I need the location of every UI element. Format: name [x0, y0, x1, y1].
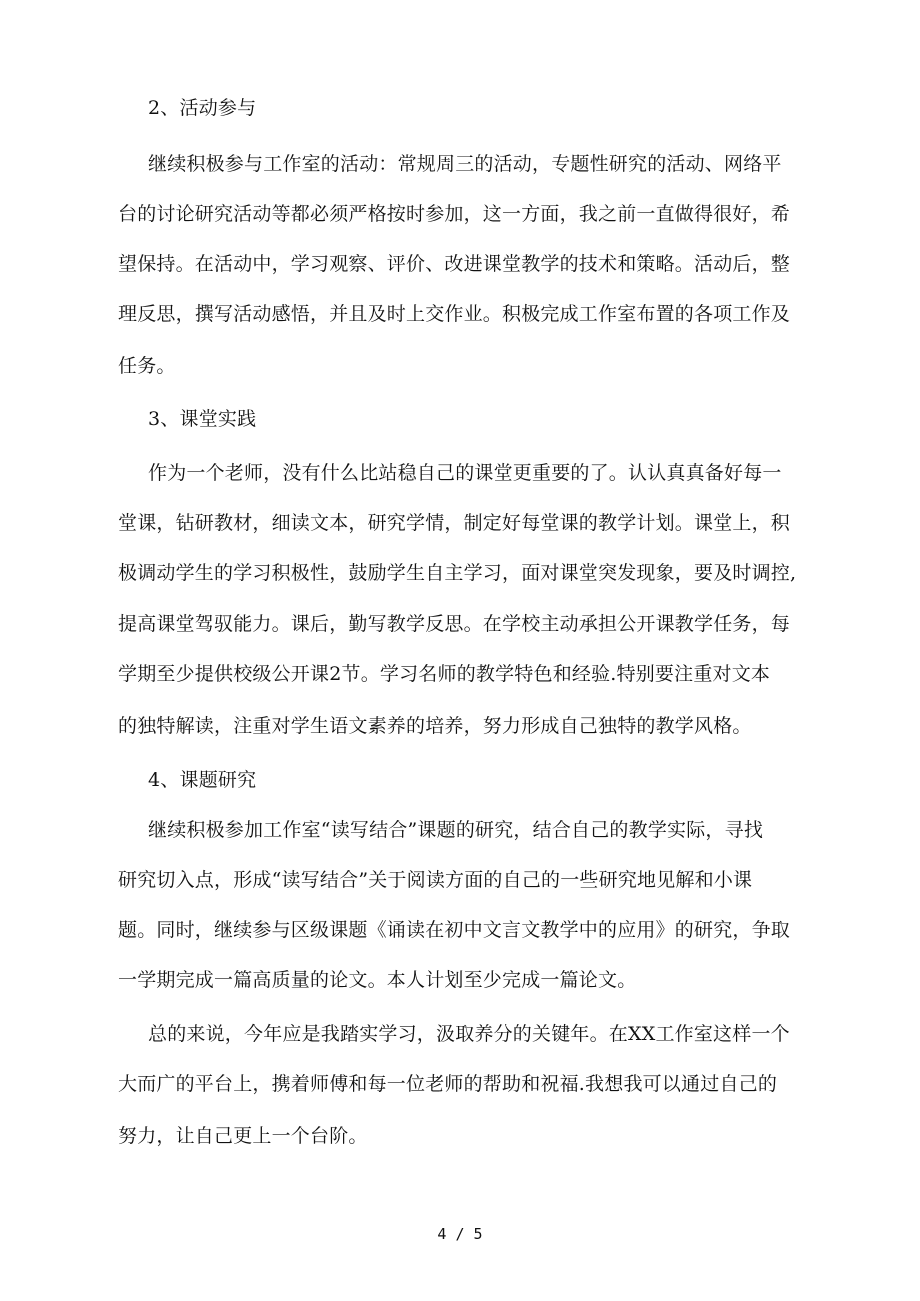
paragraph-line: 大而广的平台上，携着师傅和每一位老师的帮助和祝福.我想我可以通过自己的: [118, 1073, 778, 1095]
paragraph-line: 任务。: [118, 355, 176, 377]
paragraph-line: 学期至少提供校级公开课2节。学习名师的教学特色和经验.特别要注重对文本: [118, 663, 771, 685]
paragraph-line: 提高课堂驾驭能力。课后，勤写教学反思。在学校主动承担公开课教学任务，每: [118, 613, 791, 635]
page-number: 4 / 5: [437, 1225, 483, 1243]
section-heading: 3、课堂实践: [148, 408, 257, 430]
paragraph-line: 研究切入点，形成“读写结合”关于阅读方面的自己的一些研究地见解和小课: [118, 869, 753, 891]
paragraph-line: 题。同时，继续参与区级课题《诵读在初中文言文教学中的应用》的研究，争取: [118, 919, 791, 941]
paragraph-line: 一学期完成一篇高质量的论文。本人计划至少完成一篇论文。: [118, 969, 637, 991]
paragraph-line: 堂课，钻研教材，细读文本，研究学情，制定好每堂课的教学计划。课堂上，积: [118, 512, 791, 534]
section-heading: 2、活动参与: [148, 97, 257, 119]
paragraph-line: 的独特解读，注重对学生语文素养的培养，努力形成自己独特的教学风格。: [118, 715, 752, 737]
paragraph-line: 理反思，撰写活动感悟，并且及时上交作业。积极完成工作室布置的各项工作及: [118, 303, 791, 325]
paragraph-line: 继续积极参加工作室“读写结合”课题的研究，结合自己的教学实际，寻找: [148, 819, 764, 841]
paragraph-line: 望保持。在活动中，学习观察、评价、改进课堂教学的技术和策略。活动后，整: [118, 253, 791, 275]
paragraph-line: 作为一个老师，没有什么比站稳自己的课堂更重要的了。认认真真备好每一: [148, 462, 782, 484]
paragraph-line: 努力，让自己更上一个台阶。: [118, 1125, 368, 1147]
section-heading: 4、课题研究: [148, 769, 257, 791]
paragraph-line: 总的来说，今年应是我踏实学习，汲取养分的关键年。在XX工作室这样一个: [148, 1023, 790, 1045]
paragraph-line: 继续积极参与工作室的活动：常规周三的活动，专题性研究的活动、网络平: [148, 153, 782, 175]
paragraph-line: 极调动学生的学习积极性，鼓励学生自主学习，面对课堂突发现象，要及时调控,: [118, 562, 797, 584]
paragraph-line: 台的讨论研究活动等都必须严格按时参加，这一方面，我之前一直做得很好，希: [118, 203, 791, 225]
